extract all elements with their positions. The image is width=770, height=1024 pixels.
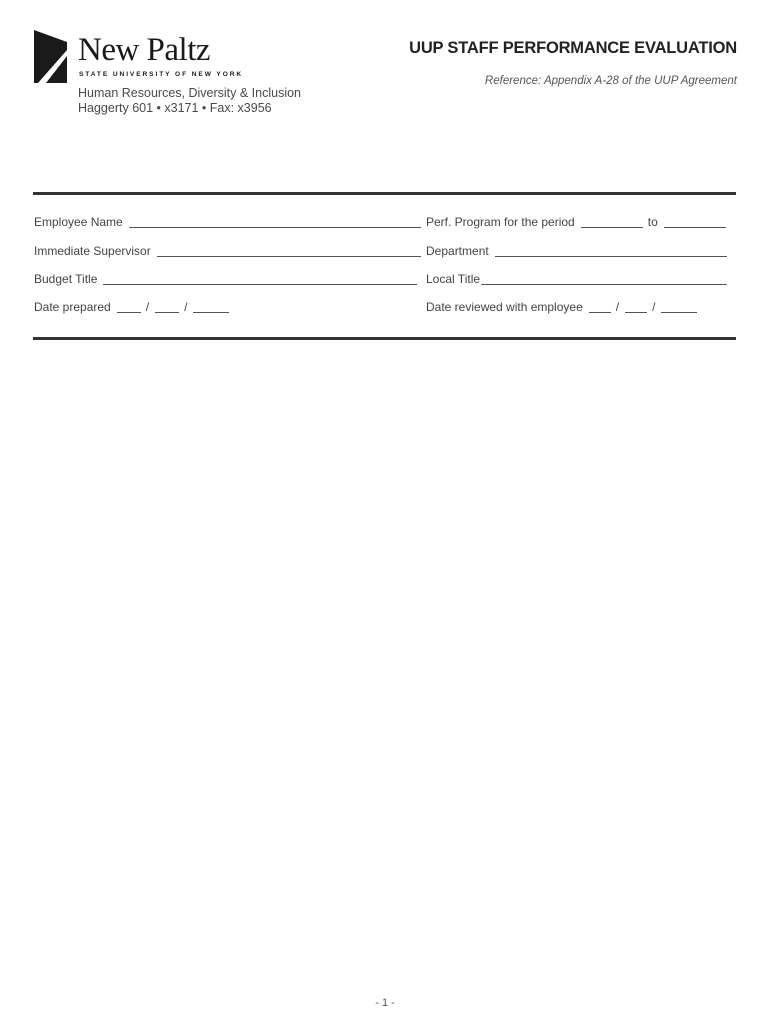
date-reviewed-label: Date reviewed with employee bbox=[426, 300, 583, 314]
perf-period-end-input[interactable] bbox=[664, 217, 726, 228]
budget-title-label: Budget Title bbox=[34, 272, 98, 286]
new-paltz-mark-icon bbox=[34, 30, 67, 83]
perf-period-start-input[interactable] bbox=[581, 217, 643, 228]
department-contact: Haggerty 601 • x3171 • Fax: x3956 bbox=[78, 101, 272, 115]
date-separator: / bbox=[184, 300, 188, 314]
date-prepared-year-input[interactable] bbox=[193, 302, 229, 313]
date-prepared-day-input[interactable] bbox=[155, 302, 179, 313]
new-paltz-logo bbox=[34, 30, 244, 85]
department-input[interactable] bbox=[495, 246, 727, 257]
bottom-divider bbox=[33, 337, 736, 340]
page-title: UUP STAFF PERFORMANCE EVALUATION bbox=[409, 39, 737, 57]
immediate-supervisor-input[interactable] bbox=[157, 246, 421, 257]
date-prepared-label: Date prepared bbox=[34, 300, 111, 314]
page-number: - 1 - bbox=[375, 997, 395, 1009]
date-prepared-field bbox=[34, 300, 229, 315]
logo-wordmark: New Paltz bbox=[78, 32, 211, 68]
date-separator: / bbox=[615, 300, 620, 314]
department-field bbox=[426, 244, 727, 259]
date-reviewed-day-input[interactable] bbox=[625, 302, 647, 313]
budget-title-field bbox=[34, 272, 417, 287]
perf-period-to-label: to bbox=[647, 215, 658, 229]
department-name: Human Resources, Diversity & Inclusion bbox=[78, 86, 301, 100]
reference-note: Reference: Appendix A-28 of the UUP Agreement bbox=[484, 75, 737, 87]
immediate-supervisor-label: Immediate Supervisor bbox=[34, 244, 151, 258]
logo-subtitle: STATE UNIVERSITY OF NEW YORK bbox=[79, 71, 244, 78]
local-title-input[interactable] bbox=[481, 274, 727, 285]
immediate-supervisor-field bbox=[34, 244, 421, 259]
perf-program-field bbox=[426, 215, 726, 230]
date-separator: / bbox=[652, 300, 656, 314]
budget-title-input[interactable] bbox=[103, 274, 417, 285]
employee-name-field bbox=[34, 215, 421, 230]
date-reviewed-field bbox=[426, 300, 697, 315]
local-title-field bbox=[426, 272, 727, 287]
date-separator: / bbox=[145, 300, 150, 314]
employee-name-label: Employee Name bbox=[34, 215, 123, 229]
date-reviewed-month-input[interactable] bbox=[589, 302, 611, 313]
local-title-label: Local Title bbox=[426, 272, 481, 286]
top-divider bbox=[33, 192, 736, 195]
date-prepared-month-input[interactable] bbox=[117, 302, 141, 313]
date-reviewed-year-input[interactable] bbox=[661, 302, 697, 313]
department-info bbox=[78, 86, 301, 116]
department-label: Department bbox=[426, 244, 489, 258]
employee-name-input[interactable] bbox=[129, 217, 421, 228]
perf-program-label: Perf. Program for the period bbox=[426, 215, 575, 229]
